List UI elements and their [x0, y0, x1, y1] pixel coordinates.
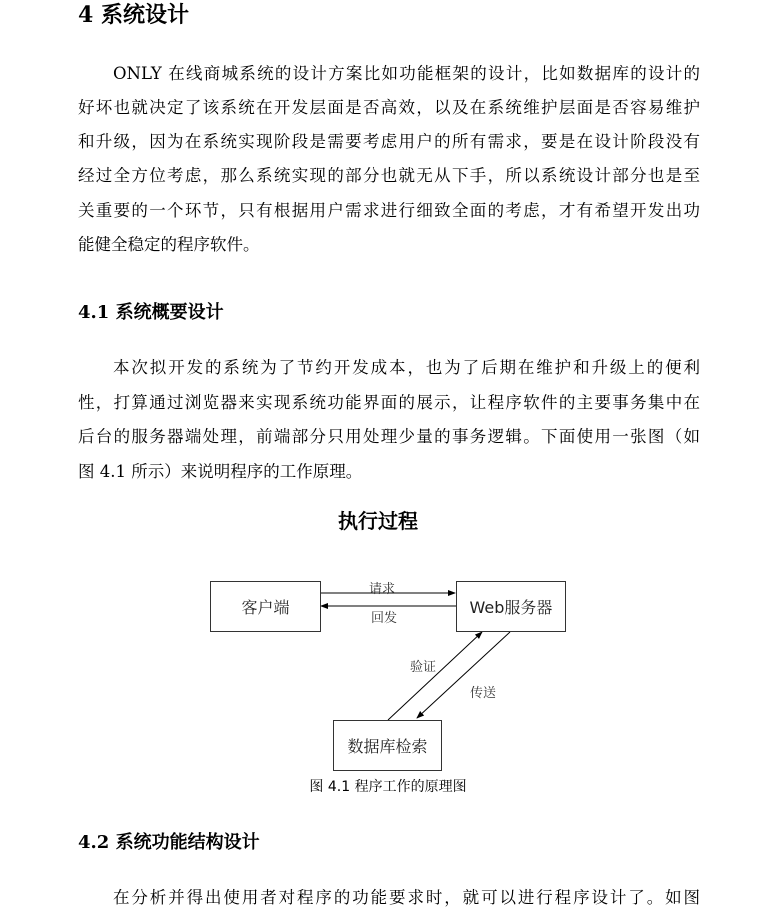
database-box: 数据库检索	[333, 720, 442, 771]
paragraph-line: 关重要的一个环节，只有根据用户需求进行细致全面的考虑，才有希望开发出功	[78, 201, 700, 220]
paragraph-line: 能健全稳定的程序软件。	[78, 235, 260, 254]
paragraph-line: 本次拟开发的系统为了节约开发成本，也为了后期在维护和升级上的便利	[113, 358, 700, 377]
web-server-box: Web服务器	[456, 581, 566, 632]
request-label: 请求	[369, 582, 396, 597]
subsection-heading: 4.2 系统功能结构设计	[78, 832, 260, 853]
client-box: 客户端	[210, 581, 321, 632]
section-heading: 4 系统设计	[78, 2, 189, 28]
figure-title: 执行过程	[338, 509, 418, 533]
paragraph-line: ONLY 在线商城系统的设计方案比如功能框架的设计，比如数据库的设计的	[113, 64, 700, 83]
paragraph-line: 和升级，因为在系统实现阶段是需要考虑用户的所有需求，要是在设计阶段没有	[78, 132, 700, 151]
verify-label: 验证	[410, 660, 437, 675]
reply-label: 回发	[371, 611, 398, 626]
subsection-heading: 4.1 系统概要设计	[78, 302, 224, 323]
verify-arrow	[388, 632, 482, 720]
paragraph-line: 图 4.1 所示）来说明程序的工作原理。	[78, 462, 363, 481]
paragraph-line: 后台的服务器端处理，前端部分只用处理少量的事务逻辑。下面使用一张图（如	[78, 427, 700, 446]
paragraph-line: 在分析并得出使用者对程序的功能要求时，就可以进行程序设计了。如图	[113, 888, 700, 907]
send-label: 传送	[470, 686, 497, 701]
paragraph-line: 好坏也就决定了该系统在开发层面是否高效，以及在系统维护层面是否容易维护	[78, 98, 700, 117]
figure-caption: 图 4.1 程序工作的原理图	[309, 779, 467, 795]
paragraph-line: 性，打算通过浏览器来实现系统功能界面的展示，让程序软件的主要事务集中在	[78, 393, 700, 412]
send-arrow	[417, 632, 510, 718]
paragraph-line: 经过全方位考虑，那么系统实现的部分也就无从下手，所以系统设计部分也是至	[78, 166, 700, 185]
